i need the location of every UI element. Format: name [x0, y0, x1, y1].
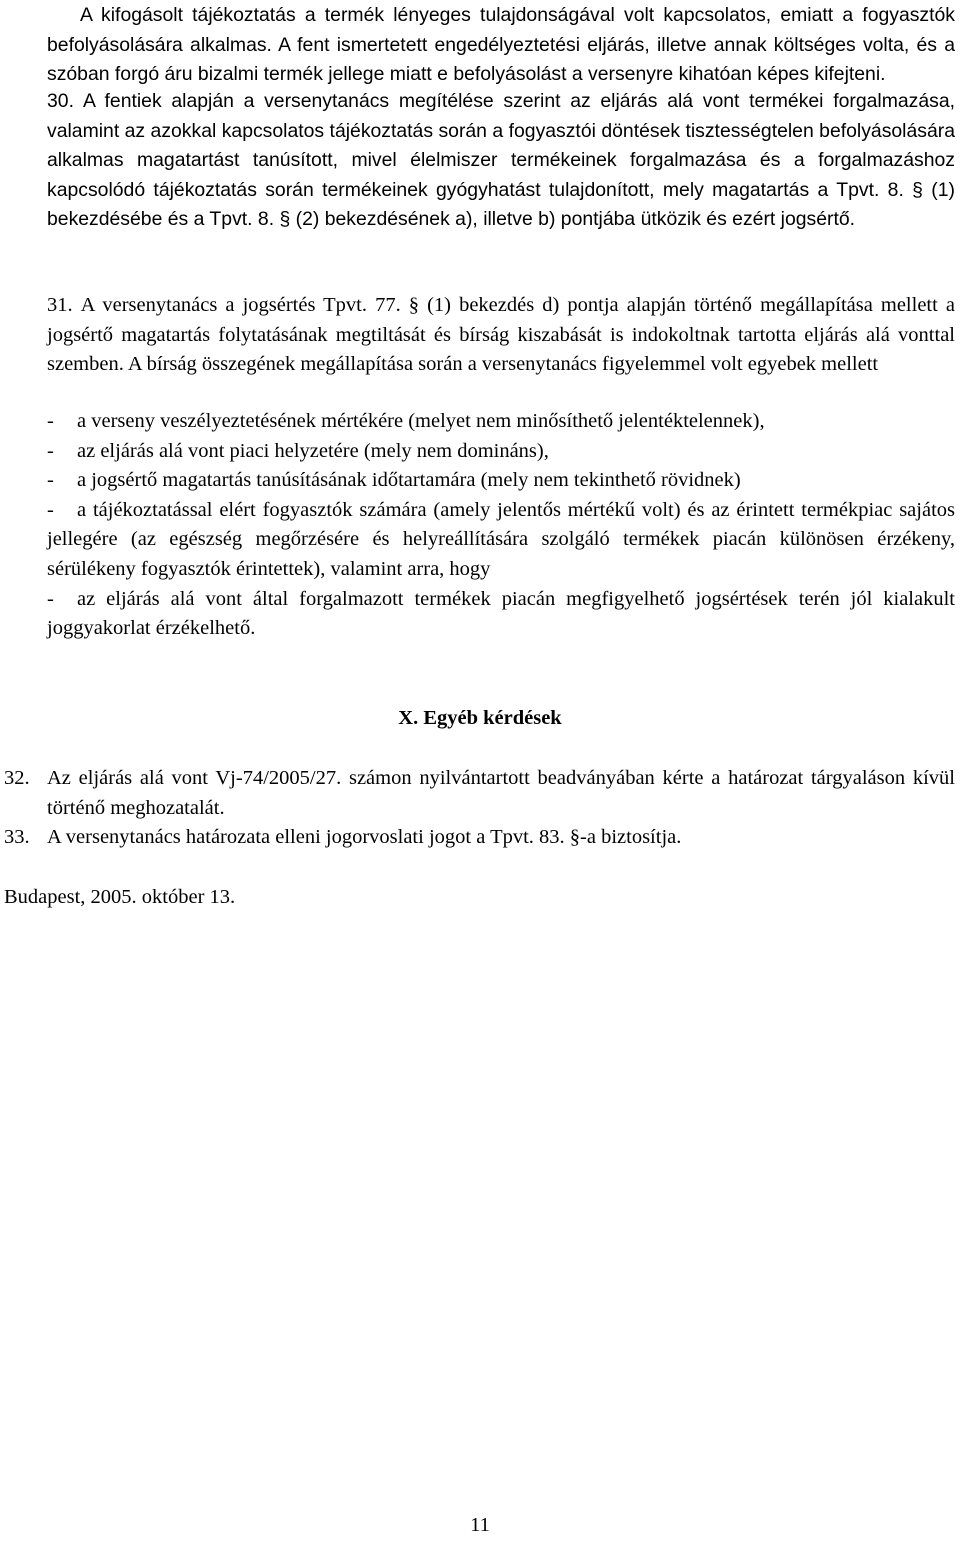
numbered-items	[4, 764, 955, 853]
paragraph-30-text: A fentiek alapján a versenytanács megítélése szerint az eljárás alá vont termékei forgalmazása, valamint az azokkal kapcsolatos tájékoztatás során a fogyasztói döntések tisztességtelen befolyásolására alkalmas magatartást tanúsított, mivel élelmiszer termékeinek forgalmazása és a forgalmazáshoz kapcsolódó tájékoztatás során termékeinek gyógyhatást tulajdonított, mely magatartás a Tpvt. 8. § (1) bekezdésébe és a Tpvt. 8. § (2) bekezdésének a), illetve b) pontjába ütközik és ezért jogsértő.	[47, 90, 955, 231]
section-heading: X. Egyéb kérdések	[398, 707, 562, 729]
bullet-item	[47, 496, 955, 585]
bullet-item	[47, 437, 955, 467]
intro-paragraph: A kifogásolt tájékoztatás a termék lényeges tulajdonságával volt kapcsolatos, emiatt a fogyasztók befolyásolására alkalmas. A fent ismertetett engedélyeztetési eljárás, illetve annak költséges volta, és a szóban forgó áru bizalmi termék jellege miatt e befolyásolást a versenyre kihatóan képes kifejteni.	[47, 4, 955, 86]
bullet-text: a jogsértő magatartás tanúsításának időtartamára (mely nem tekinthető rövidnek)	[77, 469, 741, 492]
bullet-item	[47, 585, 955, 644]
bullet-dash: -	[47, 498, 54, 521]
bullet-dash: -	[47, 439, 54, 462]
paragraph-30	[47, 87, 955, 235]
paragraph-31-text: A versenytanács a jogsértés Tpvt. 77. § (1) bekezdés d) pontja alapján történő megállapítása mellett a jogsértő magatartás folytatásának megtiltását és bírság kiszabását is indokoltnak tartotta eljárás alá vonttal szemben. A bírság összegének megállapítása során a versenytanács figyelemmel volt egyebek mellett	[47, 294, 955, 376]
bullet-dash: -	[47, 587, 54, 610]
page-number: 11	[470, 1514, 490, 1536]
item-number: 32.	[4, 767, 30, 789]
item-text: A versenytanács határozata elleni jogorvoslati jogot a Tpvt. 83. §-a biztosítja.	[47, 826, 682, 849]
paragraph-31	[47, 291, 955, 380]
place-and-date: Budapest, 2005. október 13.	[4, 886, 236, 908]
bullet-dash: -	[47, 410, 54, 432]
bullet-item	[47, 466, 955, 496]
bullet-text: a tájékoztatással elért fogyasztók számára (amely jelentős mértékű volt) és az érintett termékpiac sajátos jellegére (az egészség megőrzésére és helyreállítására szolgáló termékek piacán különösen érzékeny, sérülékeny fogyasztók érintettek), valamint arra, hogy	[47, 498, 955, 580]
bullet-item	[47, 407, 955, 437]
bullet-text: a verseny veszélyeztetésének mértékére (melyet nem minősíthető jelentéktelennek),	[77, 410, 765, 432]
bullet-text: az eljárás alá vont által forgalmazott termékek piacán megfigyelhető jogsértések terén jól kialakult joggyakorlat érzékelhető.	[47, 587, 955, 640]
item-text: Az eljárás alá vont Vj-74/2005/27. számon nyilvántartott beadványában kérte a határozat tárgyaláson kívül történő meghozatalát.	[47, 767, 955, 819]
item-number: 33.	[4, 826, 30, 849]
numbered-item-33	[4, 823, 955, 853]
numbered-item-32	[4, 764, 955, 823]
bullet-dash: -	[47, 469, 54, 492]
paragraph-31-number: 31.	[47, 294, 73, 316]
bullet-list	[47, 407, 955, 644]
bullet-text: az eljárás alá vont piaci helyzetére (mely nem domináns),	[77, 439, 549, 462]
paragraph-30-number: 30.	[47, 90, 74, 112]
